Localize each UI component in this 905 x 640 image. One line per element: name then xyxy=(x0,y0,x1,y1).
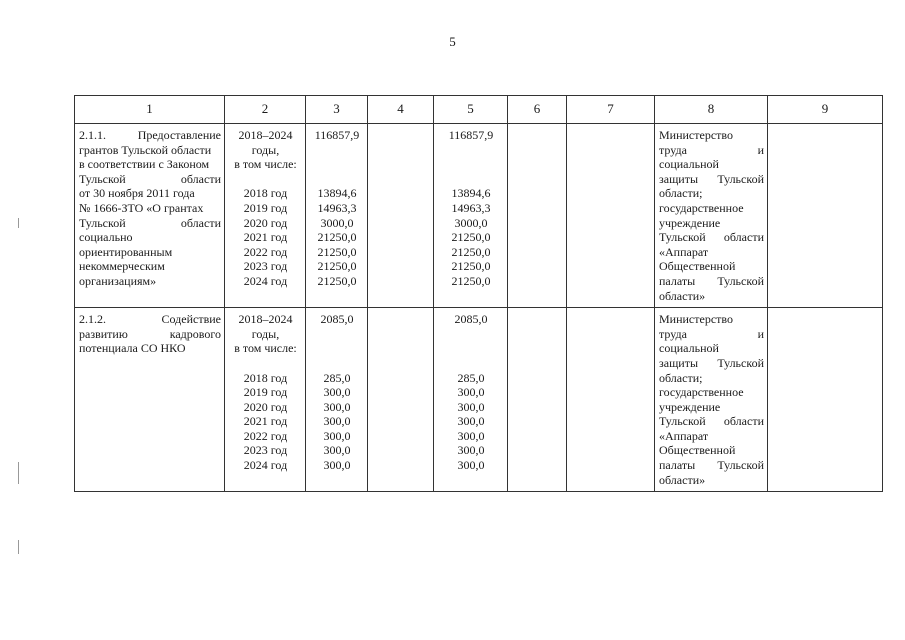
executor-line xyxy=(659,327,764,342)
executor-line: государственное xyxy=(659,200,744,215)
empty-cell xyxy=(508,124,567,308)
executor-line-word: области xyxy=(723,414,764,429)
spacer xyxy=(438,341,504,356)
page-number: 5 xyxy=(449,34,456,49)
executor-line: Министерство xyxy=(659,312,733,327)
year-value: 21250,0 xyxy=(317,230,357,245)
executor-line-word: Тульской xyxy=(717,273,764,288)
year-value: 3000,0 xyxy=(454,215,488,230)
spacer xyxy=(310,172,364,187)
spacer xyxy=(310,356,364,371)
event-name-line-word: Содействие xyxy=(161,312,221,327)
executor-line: Общественной xyxy=(659,443,736,458)
year-label: 2022 год xyxy=(243,428,288,443)
funding-budget-cell xyxy=(434,308,508,492)
year-value: 21250,0 xyxy=(317,259,357,274)
year-value: 3000,0 xyxy=(320,215,354,230)
header-cell: 5 xyxy=(434,96,508,124)
scan-mark xyxy=(18,540,19,554)
event-name-line xyxy=(79,327,221,342)
executor-line: «Аппарат xyxy=(659,244,709,259)
executor-line: области; xyxy=(659,370,703,385)
executor-line: социальной xyxy=(659,341,719,356)
total-value: 116857,9 xyxy=(448,128,494,142)
header-cell: 4 xyxy=(368,96,434,124)
executor-line-word: Тульской xyxy=(717,171,764,186)
executor-line: области; xyxy=(659,186,703,201)
event-name-line: № 1666-ЗТО «О грантах xyxy=(79,200,204,215)
event-name-line xyxy=(79,172,221,187)
spacer xyxy=(310,157,364,172)
executor-line-word: защиты xyxy=(659,171,699,186)
year-value: 21250,0 xyxy=(451,259,491,274)
year-value: 21250,0 xyxy=(451,230,491,245)
executor-line: Общественной xyxy=(659,259,736,274)
funding-budget-cell-values xyxy=(434,124,507,293)
empty-cell xyxy=(768,308,883,492)
year-value: 300,0 xyxy=(323,385,351,400)
year-label: 2018 год xyxy=(243,370,288,385)
year-label: 2022 год xyxy=(243,244,288,259)
year-value: 285,0 xyxy=(457,370,485,385)
funding-total-cell xyxy=(306,124,368,308)
funding-total-cell-values xyxy=(306,124,367,293)
year-label: 2024 год xyxy=(243,458,288,473)
executor-line: государственное xyxy=(659,385,744,400)
event-name-line: некоммерческим xyxy=(79,259,165,274)
executor-line: учреждение xyxy=(659,215,721,230)
year-label: 2019 год xyxy=(243,385,288,400)
funding-total-cell-values xyxy=(306,308,367,477)
header-cell: 1 xyxy=(75,96,225,124)
table-row xyxy=(75,124,883,308)
executor-line xyxy=(659,230,764,245)
executor-line xyxy=(659,143,764,158)
year-value: 300,0 xyxy=(457,428,485,443)
empty-cell xyxy=(508,308,567,492)
header-cell: 2 xyxy=(225,96,306,124)
event-name-cell xyxy=(75,124,225,308)
period xyxy=(225,124,305,293)
event-name-line xyxy=(79,128,221,143)
year-label: 2019 год xyxy=(243,200,288,215)
event-name-line-word: Тульской xyxy=(79,215,126,230)
spacer xyxy=(438,172,504,187)
spacer xyxy=(229,356,302,371)
event-name-cell xyxy=(75,308,225,492)
event-name-line xyxy=(79,312,221,327)
period-line: 2018–2024 xyxy=(238,312,293,327)
program-table xyxy=(74,95,883,492)
spacer xyxy=(438,157,504,172)
executor-line xyxy=(659,414,764,429)
year-value: 300,0 xyxy=(323,428,351,443)
year-value: 21250,0 xyxy=(451,273,491,288)
event-name-line: организациям» xyxy=(79,273,157,288)
header-cell: 6 xyxy=(508,96,567,124)
executor-line: области» xyxy=(659,472,706,487)
year-label: 2020 год xyxy=(243,215,288,230)
spacer xyxy=(438,143,504,158)
executor-line: «Аппарат xyxy=(659,428,709,443)
period xyxy=(225,308,305,477)
year-value: 300,0 xyxy=(457,443,485,458)
spacer xyxy=(310,327,364,342)
event-name-line-word: области xyxy=(180,215,221,230)
event-name-line: в соответствии с Законом xyxy=(79,157,210,172)
funding-total-cell xyxy=(306,308,368,492)
year-value: 300,0 xyxy=(457,458,485,473)
spacer xyxy=(310,341,364,356)
executor-line-word: палаты xyxy=(659,458,696,473)
executor-line-word: Тульской xyxy=(659,230,706,245)
executor-line-word: труда xyxy=(659,142,687,157)
event-name-line: грантов Тульской области xyxy=(79,142,212,157)
executor-line: учреждение xyxy=(659,399,721,414)
executor-line xyxy=(659,274,764,289)
event-name-line: ориентированным xyxy=(79,244,173,259)
event-name-line-word: Тульской xyxy=(79,171,126,186)
year-value: 300,0 xyxy=(323,414,351,429)
year-value: 300,0 xyxy=(323,443,351,458)
period-line: в том числе: xyxy=(234,341,297,356)
executor-line-word: области xyxy=(723,230,764,245)
year-label: 2020 год xyxy=(243,399,288,414)
spacer xyxy=(229,172,302,187)
executor xyxy=(655,308,767,491)
event-name-line-word: Предоставление xyxy=(137,128,221,142)
spacer xyxy=(310,143,364,158)
executor-line-word: защиты xyxy=(659,355,699,370)
executor-cell xyxy=(655,308,768,492)
year-label: 2023 год xyxy=(243,259,288,274)
executor-line xyxy=(659,172,764,187)
event-name-line: социально xyxy=(79,230,133,245)
empty-cell xyxy=(368,124,434,308)
event-name-line xyxy=(79,216,221,231)
header-cell: 9 xyxy=(768,96,883,124)
year-label: 2018 год xyxy=(243,186,288,201)
event-name-line-word: 2.1.2. xyxy=(79,312,106,327)
period-cell xyxy=(225,124,306,308)
event-name xyxy=(75,308,224,360)
scan-mark xyxy=(18,218,19,228)
executor xyxy=(655,124,767,307)
year-value: 21250,0 xyxy=(317,244,357,259)
header-row xyxy=(75,96,883,124)
year-value: 14963,3 xyxy=(317,200,357,215)
empty-cell xyxy=(368,308,434,492)
executor-line xyxy=(659,458,764,473)
total-value: 116857,9 xyxy=(314,128,360,142)
executor-line xyxy=(659,356,764,371)
event-name-line-word: 2.1.1. xyxy=(79,128,106,142)
event-name-line-word: кадрового xyxy=(169,326,221,341)
executor-line-word: Тульской xyxy=(659,414,706,429)
executor-line: социальной xyxy=(659,157,719,172)
executor-line: области» xyxy=(659,288,706,303)
year-value: 300,0 xyxy=(323,399,351,414)
executor-line-word: и xyxy=(757,326,764,341)
year-label: 2021 год xyxy=(243,230,288,245)
year-label: 2021 год xyxy=(243,414,288,429)
empty-cell xyxy=(567,124,655,308)
year-value: 21250,0 xyxy=(317,273,357,288)
header-cell: 7 xyxy=(567,96,655,124)
executor-line: Министерство xyxy=(659,128,733,142)
empty-cell xyxy=(768,124,883,308)
period-line: годы, xyxy=(251,142,280,157)
year-value: 300,0 xyxy=(323,458,351,473)
event-name xyxy=(75,124,224,293)
executor-line-word: палаты xyxy=(659,273,696,288)
total-value: 2085,0 xyxy=(454,312,488,327)
executor-cell xyxy=(655,124,768,308)
header-cell: 8 xyxy=(655,96,768,124)
event-name-line-word: области xyxy=(180,171,221,186)
year-value: 285,0 xyxy=(323,370,351,385)
executor-line-word: Тульской xyxy=(717,355,764,370)
event-name-line-word: развитию xyxy=(79,326,128,341)
header-cell: 3 xyxy=(306,96,368,124)
year-label: 2023 год xyxy=(243,443,288,458)
spacer xyxy=(438,356,504,371)
funding-budget-cell xyxy=(434,124,508,308)
funding-budget-cell-values xyxy=(434,308,507,477)
year-value: 13894,6 xyxy=(317,186,357,201)
period-line: годы, xyxy=(251,326,280,341)
year-value: 300,0 xyxy=(457,399,485,414)
table-row xyxy=(75,308,883,492)
year-value: 300,0 xyxy=(457,385,485,400)
period-line: 2018–2024 xyxy=(238,128,293,142)
spacer xyxy=(438,327,504,342)
year-value: 13894,6 xyxy=(451,186,491,201)
event-name-line: потенциала СО НКО xyxy=(79,341,186,356)
executor-line-word: и xyxy=(757,142,764,157)
year-value: 300,0 xyxy=(457,414,485,429)
year-value: 21250,0 xyxy=(451,244,491,259)
total-value: 2085,0 xyxy=(320,312,354,327)
period-cell xyxy=(225,308,306,492)
executor-line-word: труда xyxy=(659,326,687,341)
scan-mark xyxy=(18,462,19,484)
executor-line-word: Тульской xyxy=(717,458,764,473)
year-value: 14963,3 xyxy=(451,200,491,215)
year-label: 2024 год xyxy=(243,273,288,288)
empty-cell xyxy=(567,308,655,492)
event-name-line: от 30 ноября 2011 года xyxy=(79,186,195,201)
period-line: в том числе: xyxy=(234,157,297,172)
